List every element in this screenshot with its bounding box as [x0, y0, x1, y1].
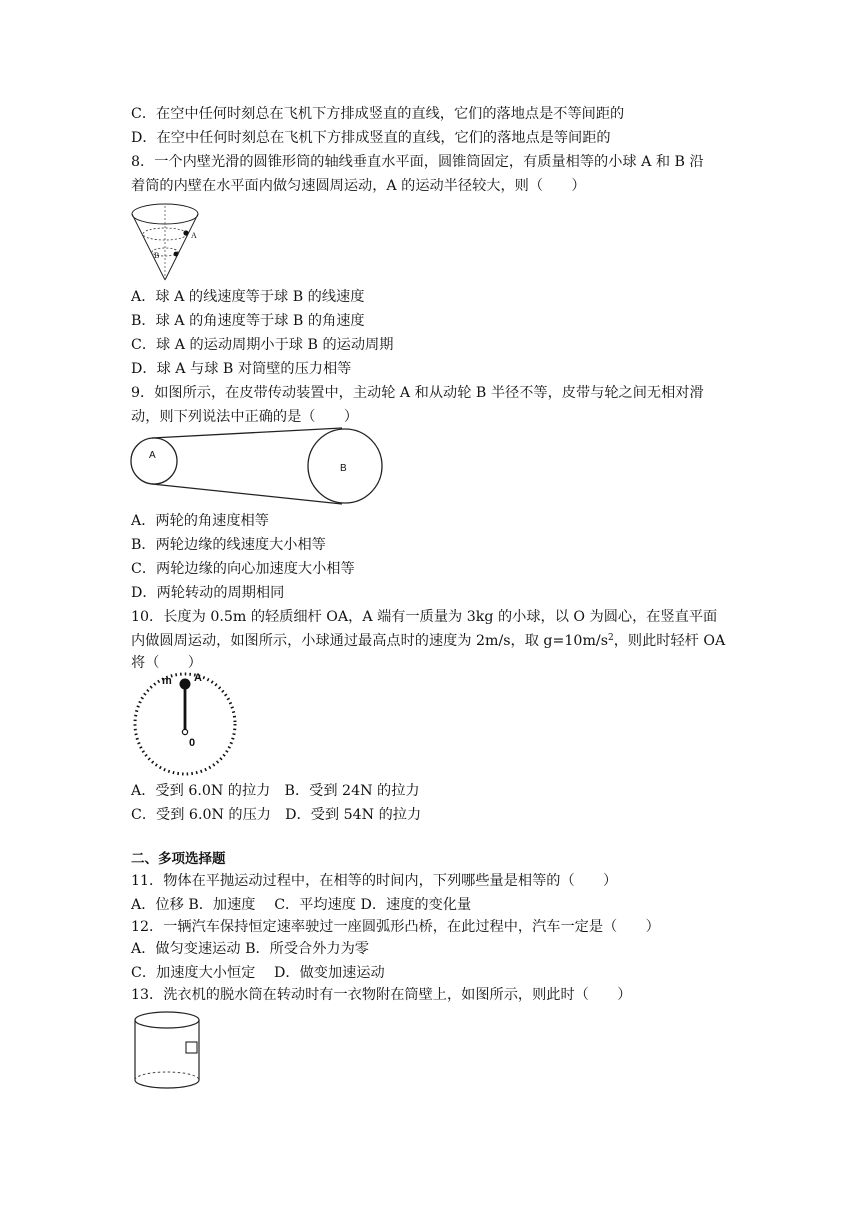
q10-options-cd: C．受到 6.0N 的压力 D．受到 54N 的拉力	[131, 807, 422, 823]
ball-a	[183, 230, 188, 235]
q9-stem-line-2: 动，则下列说法中正确的是（ ）	[131, 409, 359, 425]
q10-stem-line-2	[131, 630, 725, 652]
rod-circle-figure	[128, 668, 240, 778]
q8-option-a: A．球 A 的线速度等于球 B 的线速度	[131, 289, 365, 305]
q10-options-ab: A．受到 6.0N 的拉力 B．受到 24N 的拉力	[131, 783, 420, 799]
ball-a-label: A	[191, 231, 197, 240]
q9-option-b: B．两轮边缘的线速度大小相等	[131, 537, 326, 553]
section-heading: 二、多项选择题	[131, 851, 226, 867]
q10-stem-line-1: 10．长度为 0.5m 的轻质细杆 OA，A 端有一质量为 3kg 的小球，以 O 为圆心，在竖直平面	[131, 609, 718, 625]
washer-drum-figure	[130, 1008, 206, 1094]
wheel-b-label: B	[340, 463, 347, 474]
q9-option-a: A．两轮的角速度相等	[131, 513, 269, 529]
cone-figure	[128, 200, 204, 286]
wheel-a	[131, 438, 177, 484]
q12-options-cd: C．加速度大小恒定 D．做变加速运动	[131, 965, 385, 981]
ball-b-label: B	[154, 251, 160, 260]
ball-m	[180, 679, 191, 690]
q7-option-d: D．在空中任何时刻总在飞机下方排成竖直的直线，它们的落地点是等间距的	[131, 130, 611, 146]
q9-option-d: D．两轮转动的周期相同	[131, 585, 285, 601]
q7-option-c: C．在空中任何时刻总在飞机下方排成竖直的直线，它们的落地点是不等间距的	[131, 106, 625, 122]
q8-option-c: C．球 A 的运动周期小于球 B 的运动周期	[131, 337, 394, 353]
q11-stem: 11．物体在平抛运动过程中，在相等的时间内，下列哪些量是相等的（ ）	[131, 873, 618, 889]
wheel-a-label: A	[149, 450, 156, 461]
q11-options: A．位移 B．加速度 C．平均速度 D．速度的变化量	[131, 897, 472, 913]
q9-option-c: C．两轮边缘的向心加速度大小相等	[131, 561, 355, 577]
q8-stem-line-1: 8．一个内壁光滑的圆锥形筒的轴线垂直水平面，圆锥筒固定，有质量相等的小球 A 和 B 沿	[131, 154, 704, 170]
q13-stem: 13．洗衣机的脱水筒在转动时有一衣物附在筒壁上，如图所示，则此时（ ）	[131, 987, 632, 1003]
clothing-item	[186, 1042, 197, 1053]
q9-stem-line-1: 9．如图所示，在皮带传动装置中，主动轮 A 和从动轮 B 半径不等，皮带与轮之间无相对滑	[131, 385, 704, 401]
belt-drive-figure	[128, 424, 388, 512]
belt-bottom	[152, 484, 342, 504]
q12-stem: 12．一辆汽车保持恒定速率驶过一座圆弧形凸桥，在此过程中，汽车一定是（ ）	[131, 919, 660, 935]
end-a-label: A	[194, 672, 202, 684]
q8-option-d: D．球 A 与球 B 对筒壁的压力相等	[131, 361, 352, 377]
q12-options-ab: A．做匀变速运动 B．所受合外力为零	[131, 941, 369, 957]
q8-option-b: B．球 A 的角速度等于球 B 的角速度	[131, 313, 365, 329]
q10-exponent: 2	[607, 633, 614, 643]
center-o-label: 0	[189, 737, 196, 749]
belt-top	[152, 428, 342, 438]
q10-stem-line-2-tail: ，则此时轻杆 OA	[613, 633, 726, 649]
q8-stem-line-2: 着筒的内壁在水平面内做匀速圆周运动，A 的运动半径较大，则（ ）	[131, 178, 586, 194]
pivot-o	[182, 729, 187, 734]
q10-stem-line-3: 将（ ）	[131, 655, 202, 671]
ball-b	[174, 252, 179, 257]
mass-label: m	[162, 675, 172, 687]
q10-stem-line-2-text: 内做圆周运动，如图所示，小球通过最高点时的速度为 2m/s，取 g=10m/s	[131, 633, 608, 649]
